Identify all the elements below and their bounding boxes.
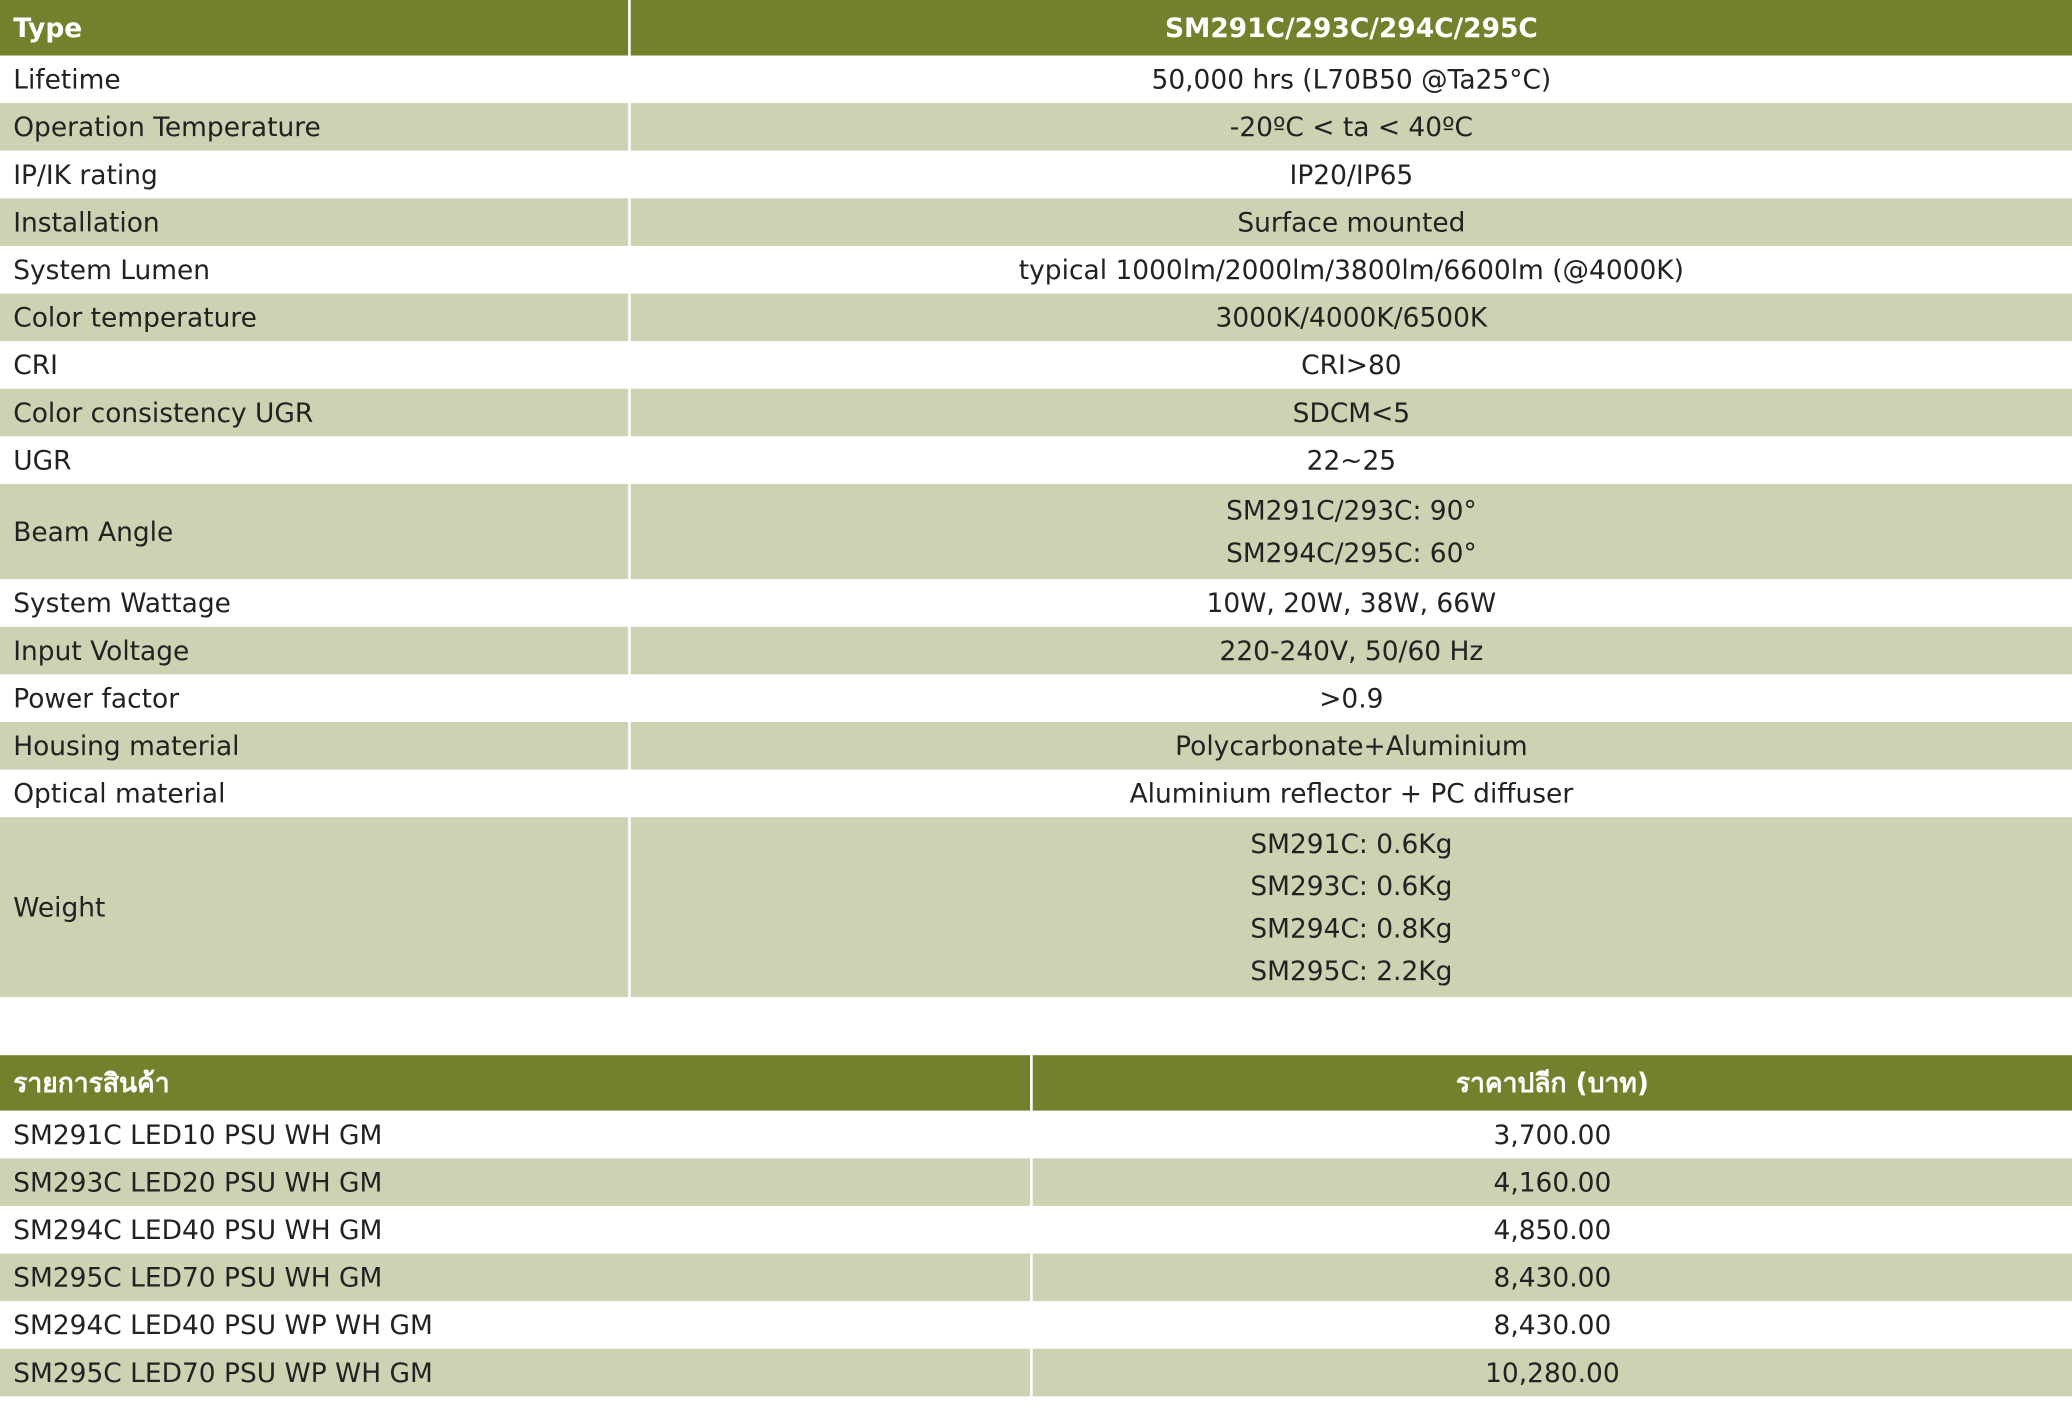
spec-label: Power factor <box>0 674 629 722</box>
spec-value-line: typical 1000lm/2000lm/3800lm/6600lm (@4000K) <box>1018 253 1684 286</box>
spec-value-line: 3000K/4000K/6500K <box>1215 301 1488 334</box>
spec-value-line: SDCM<5 <box>1292 396 1411 429</box>
price-rows <box>0 1111 2072 1397</box>
spec-value <box>629 294 2072 342</box>
spec-label: Color temperature <box>0 294 629 342</box>
product-price: 8,430.00 <box>1031 1254 2072 1302</box>
spec-label: Operation Temperature <box>0 103 629 151</box>
spec-label: Input Voltage <box>0 627 629 675</box>
spec-header-label: Type <box>0 0 629 56</box>
spec-value <box>629 579 2072 627</box>
spec-value <box>629 151 2072 199</box>
spec-value <box>629 817 2072 997</box>
spec-label: Optical material <box>0 770 629 818</box>
spec-value <box>629 198 2072 246</box>
product-name: SM294C LED40 PSU WH GM <box>0 1206 1031 1254</box>
product-name: SM291C LED10 PSU WH GM <box>0 1111 1031 1159</box>
spec-value-line: 220-240V, 50/60 Hz <box>1219 634 1484 667</box>
spec-value <box>629 56 2072 104</box>
spec-value-line: SM294C/295C: 60° <box>1226 536 1477 569</box>
spec-value-line: SM291C: 0.6Kg <box>1250 827 1453 860</box>
spec-header-value: SM291C/293C/294C/295C <box>629 0 2072 56</box>
spec-row <box>0 389 2072 437</box>
spec-row <box>0 579 2072 627</box>
product-price: 4,850.00 <box>1031 1206 2072 1254</box>
spec-header-row <box>0 0 2072 56</box>
price-row <box>0 1301 2072 1349</box>
price-table <box>0 1055 2072 1396</box>
spec-value <box>629 484 2072 579</box>
product-name: SM295C LED70 PSU WH GM <box>0 1254 1031 1302</box>
spec-value-line: SM295C: 2.2Kg <box>1250 954 1453 987</box>
spec-label: System Wattage <box>0 579 629 627</box>
product-name: SM294C LED40 PSU WP WH GM <box>0 1301 1031 1349</box>
spec-value-line: 50,000 hrs (L70B50 @Ta25°C) <box>1151 63 1552 96</box>
spec-value-line: IP20/IP65 <box>1289 158 1414 191</box>
spec-value-line: SM294C: 0.8Kg <box>1250 912 1453 945</box>
spec-row <box>0 436 2072 484</box>
spec-row <box>0 103 2072 151</box>
spec-row <box>0 56 2072 104</box>
spec-label: Installation <box>0 198 629 246</box>
price-header-product: รายการสินค้า <box>0 1055 1031 1111</box>
spec-value <box>629 389 2072 437</box>
spec-rows <box>0 56 2072 997</box>
spec-label: Housing material <box>0 722 629 770</box>
spec-row <box>0 151 2072 199</box>
spec-label: Weight <box>0 817 629 997</box>
spec-label: UGR <box>0 436 629 484</box>
spec-value-line: -20ºC < ta < 40ºC <box>1229 111 1474 143</box>
spec-value <box>629 341 2072 389</box>
spec-value-line: Polycarbonate+Aluminium <box>1175 729 1528 762</box>
price-row <box>0 1158 2072 1206</box>
spec-label: CRI <box>0 341 629 389</box>
spec-label: IP/IK rating <box>0 151 629 199</box>
spec-value <box>629 722 2072 770</box>
spec-value-line: 10W, 20W, 38W, 66W <box>1206 587 1497 619</box>
spec-value-line: CRI>80 <box>1301 349 1402 381</box>
spec-value-line: SM293C: 0.6Kg <box>1250 870 1453 902</box>
spec-row <box>0 770 2072 818</box>
spec-value <box>629 103 2072 151</box>
spec-row <box>0 674 2072 722</box>
price-row <box>0 1349 2072 1397</box>
spec-row <box>0 198 2072 246</box>
price-row <box>0 1254 2072 1302</box>
price-header-row <box>0 1055 2072 1111</box>
spec-row <box>0 246 2072 294</box>
table-gap <box>0 997 2072 1055</box>
spec-value-line: Surface mounted <box>1237 206 1466 239</box>
spec-label: System Lumen <box>0 246 629 294</box>
price-row <box>0 1206 2072 1254</box>
spec-label: Lifetime <box>0 56 629 104</box>
spec-value <box>629 674 2072 722</box>
spec-row <box>0 341 2072 389</box>
product-name: SM293C LED20 PSU WH GM <box>0 1158 1031 1206</box>
product-name: SM295C LED70 PSU WP WH GM <box>0 1349 1031 1397</box>
spec-row <box>0 294 2072 342</box>
spec-value-line: Aluminium reflector + PC diffuser <box>1129 777 1574 810</box>
spec-label: Color consistency UGR <box>0 389 629 437</box>
spec-value <box>629 627 2072 675</box>
spec-row <box>0 722 2072 770</box>
product-price: 4,160.00 <box>1031 1158 2072 1206</box>
spec-value-line: 22~25 <box>1306 444 1397 477</box>
product-price: 8,430.00 <box>1031 1301 2072 1349</box>
spec-value-line: SM291C/293C: 90° <box>1226 494 1477 527</box>
spec-row <box>0 817 2072 997</box>
spec-value-line: >0.9 <box>1319 682 1384 715</box>
spec-row <box>0 627 2072 675</box>
price-row <box>0 1111 2072 1159</box>
spec-value <box>629 436 2072 484</box>
spec-label: Beam Angle <box>0 484 629 579</box>
price-header-price: ราคาปลีก (บาท) <box>1031 1055 2072 1111</box>
spec-value <box>629 246 2072 294</box>
product-price: 10,280.00 <box>1031 1349 2072 1397</box>
product-price: 3,700.00 <box>1031 1111 2072 1159</box>
spec-value <box>629 770 2072 818</box>
spec-row <box>0 484 2072 579</box>
